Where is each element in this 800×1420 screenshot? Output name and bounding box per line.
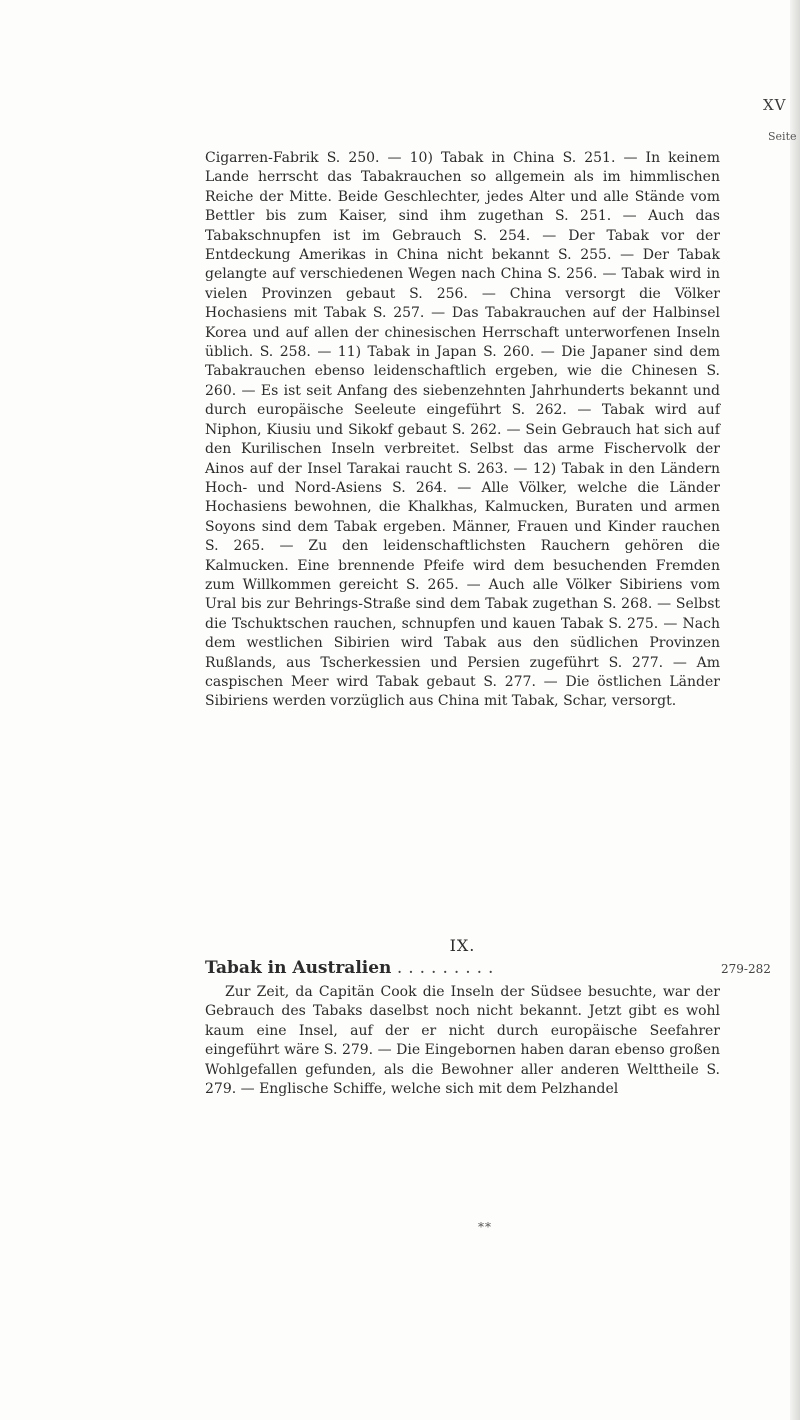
section-number: IX. <box>449 936 476 955</box>
leader-dots: ......... <box>396 958 500 978</box>
page-number: XV <box>763 96 787 114</box>
signature-mark: ** <box>478 1220 492 1234</box>
column-label: Seite <box>768 130 797 143</box>
text-block <box>205 149 720 712</box>
paragraph: Zur Zeit, da Capitän Cook die Inseln der Südsee besuchte, war der Gebrauch des Tabaks daselbst noch nicht bekannt. Jetzt gibt es wohl kaum eine Insel, auf der er nicht durch europäische Seefahrer eingeführt wäre S. 279. — Die Eingebornen haben daran ebenso großen Wohlgefallen gefunden, als die Bewohner aller anderen Welttheile S. 279. — Englische Schiffe, welche sich mit dem Pelzhandel <box>205 984 720 1098</box>
paragraph: Cigarren-Fabrik S. 250. — 10) Tabak in China S. 251. — In keinem Lande herrscht das Tabakrauchen so allgemein als im himmlischen Reiche der Mitte. Beide Geschlechter, jedes Alter und alle Stände vom Bettler bis zum Kaiser, sind ihm zugethan S. 251. — Auch das Tabakschnupfen ist im Gebrauch S. 254. — Der Tabak vor der Entdeckung Amerikas in China nicht bekannt S. 255. — Der Tabak gelangte auf verschiedenen Wegen nach China S. 256. — Tabak wird in vielen Provinzen gebaut S. 256. — China versorgt die Völker Hochasiens mit Tabak S. 257. — Das Tabakrauchen auf der Halbinsel Korea und auf allen der chinesischen Herrschaft unterworfenen Inseln üblich. S. 258. — 11) Tabak in Japan S. 260. — Die Japaner sind dem Tabakrauchen ebenso leidenschaftlich ergeben, wie die Chinesen S. 260. — Es ist seit Anfang des siebenzehnten Jahrhunderts bekannt und durch europäische Seeleute eingeführt S. 262. — Tabak wird auf Niphon, Kiusiu und Sikokf gebaut S. 262. — Sein Gebrauch hat sich auf den Kurilischen Inseln verbreitet. Selbst das arme Fischervolk der Ainos auf der Insel Tarakai raucht S. 263. — 12) Tabak in den Ländern Hoch- und Nord-Asiens S. 264. — Alle Völker, welche die Länder Hochasiens bewohnen, die Khalkhas, Kalmucken, Buraten und armen Soyons sind dem Tabak ergeben. Männer, Frauen und Kinder rauchen S. 265. — Zu den leidenschaftlichsten Rauchern gehören die Kalmucken. Eine brennende Pfeife wird dem besuchenden Fremden zum Willkommen gereicht S. 265. — Auch alle Völker Sibiriens vom Ural bis zur Behrings-Straße sind dem Tabak zugethan S. 268. — Selbst die Tschuktschen rauchen, schnupfen und kauen Tabak S. 275. — Nach dem westlichen Sibirien wird Tabak aus den südlichen Provinzen Rußlands, aus Tscherkessien und Persien zugeführt S. 277. — Am caspischen Meer wird Tabak gebaut S. 277. — Die östlichen Länder Sibiriens werden vorzüglich aus China mit Tabak, Schar, versorgt. <box>205 150 720 710</box>
section-body <box>205 983 720 1099</box>
page-edge-shadow <box>790 0 800 1420</box>
section-heading <box>205 958 765 978</box>
page-range: 279-282 <box>721 962 771 976</box>
section-title: Tabak in Australien <box>205 958 392 978</box>
